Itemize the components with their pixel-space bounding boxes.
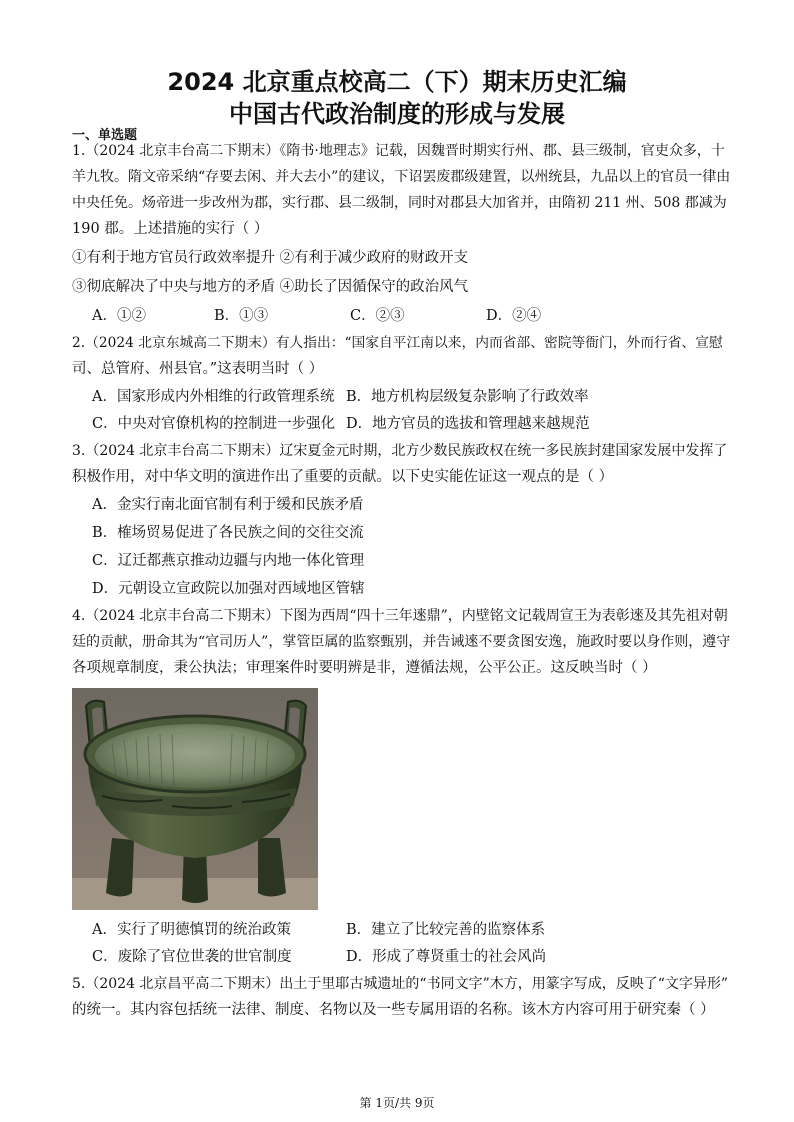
q4-option-d: D．形成了尊贤重士的社会风尚 — [346, 949, 547, 965]
q1-text-line: 1.（2024 北京丰台高二下期末）《隋书·地理志》记载，因魏晋时期实行州、郡、县三级制，官吏众多，十 — [72, 143, 725, 159]
document-title: 2024 北京重点校高二（下）期末历史汇编 — [167, 68, 627, 96]
q1-option-a: A．①② — [92, 308, 146, 324]
q1-statement: ①有利于地方官员行政效率提升 ②有利于减少政府的财政开支 — [72, 250, 469, 266]
q3-text-line: 积极作用，对中华文明的演进作出了重要的贡献。以下史实能佐证这一观点的是（ ） — [72, 469, 614, 485]
q2-option-d: D．地方官员的选拔和管理越来越规范 — [346, 416, 590, 432]
q4-option-b: B．建立了比较完善的监察体系 — [346, 922, 546, 938]
section-heading: 一、单选题 — [72, 128, 138, 143]
q2-option-b: B．地方机构层级复杂影响了行政效率 — [346, 389, 589, 405]
q2-text-line: 司、总管府、州县官。”这表明当时（ ） — [72, 361, 324, 377]
q1-text-line: 中央任免。炀帝进一步改州为郡，实行郡、县二级制，同时对郡县大加省并，由隋初 211 州、508 郡减为 — [72, 195, 727, 211]
q3-option-c: C．辽迁都燕京推动边疆与内地一体化管理 — [92, 553, 365, 569]
q3-text-line: 3.（2024 北京丰台高二下期末）辽宋夏金元时期，北方少数民族政权在统一多民族封建国家发展中发挥了 — [72, 443, 728, 459]
q4-text-line: 廷的贡献，册命其为“官司历人”，掌管臣属的监察甄别，并告诫逨不要贪图安逸，施政时要以身作则，遵守 — [72, 634, 731, 650]
q2-option-a: A．国家形成内外相维的行政管理系统 — [92, 389, 335, 405]
q3-option-d: D．元朝设立宣政院以加强对西域地区管辖 — [92, 581, 365, 597]
q2-option-c: C．中央对官僚机构的控制进一步强化 — [92, 416, 336, 432]
document-subtitle: 中国古代政治制度的形成与发展 — [229, 100, 565, 128]
q5-text-line: 的统一。其内容包括统一法律、制度、名物以及一些专属用语的名称。该木方内容可用于研究秦（ ） — [72, 1002, 715, 1018]
q3-option-a: A．金实行南北面官制有利于缓和民族矛盾 — [92, 497, 364, 513]
q1-option-b: B．①③ — [214, 308, 269, 324]
q3-option-b: B．榷场贸易促进了各民族之间的交往交流 — [92, 525, 364, 541]
q1-option-d: D．②④ — [486, 308, 542, 324]
q1-statement: ③彻底解决了中央与地方的矛盾 ④助长了因循保守的政治风气 — [72, 279, 469, 295]
q1-option-c: C．②③ — [350, 308, 405, 324]
q4-text-line: 4.（2024 北京丰台高二下期末）下图为西周“四十三年逨鼎”，内壁铭文记载周宣王为表彰逨及其先祖对朝 — [72, 608, 728, 624]
q1-text-line: 羊九牧。隋文帝采纳“存要去闲、并大去小”的建议，下诏罢废郡级建置，以州统县，九品以上的官员一律由 — [72, 169, 731, 185]
bronze-ding-photo — [72, 688, 318, 910]
q2-text-line: 2.（2024 北京东城高二下期末）有人指出：“国家自平江南以来，内而省部、密院等衙门，外而行省、宣慰 — [72, 335, 723, 351]
q4-option-a: A．实行了明德慎罚的统治政策 — [92, 922, 291, 938]
page-footer: 第 1页/共 9页 — [359, 1096, 435, 1110]
q4-option-c: C．废除了官位世袭的世官制度 — [92, 949, 292, 965]
q4-text-line: 各项规章制度，秉公执法；审理案件时要明辨是非，遵循法规，公平公正。这反映当时（ ） — [72, 660, 657, 676]
q1-text-line: 190 郡。上述措施的实行（ ） — [72, 221, 269, 237]
q5-text-line: 5.（2024 北京昌平高二下期末）出土于里耶古城遗址的“书同文字”木方，用篆字写成，反映了“文字异形” — [72, 976, 729, 992]
